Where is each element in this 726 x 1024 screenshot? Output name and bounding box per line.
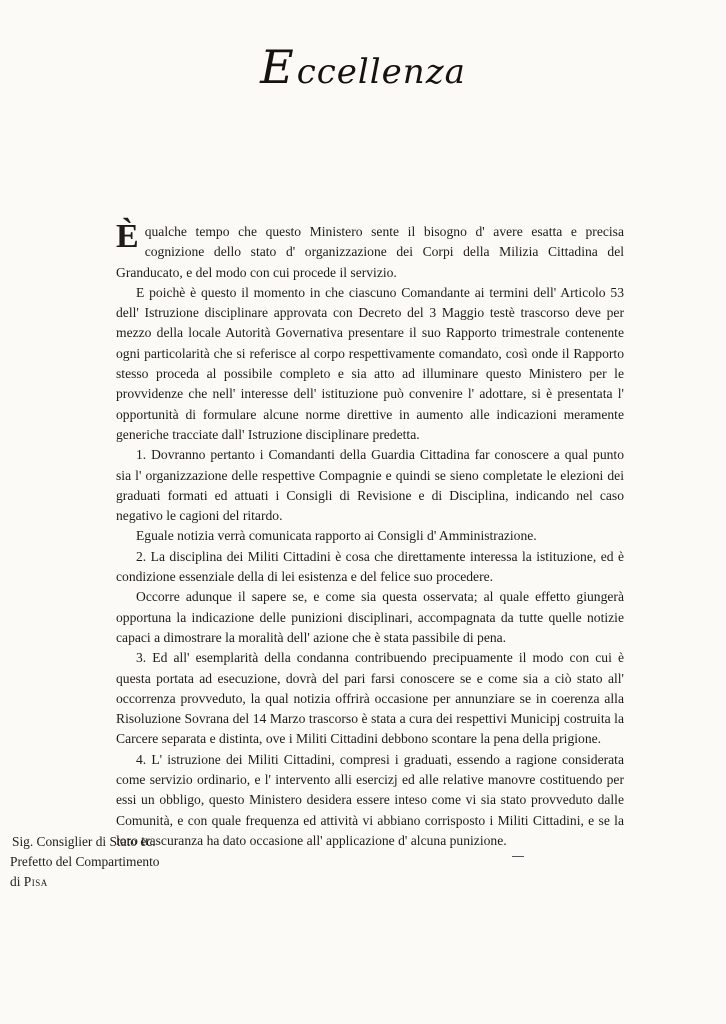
- addressee-place: Pisa: [23, 874, 48, 889]
- salutation-heading: [0, 40, 726, 94]
- paragraph-3: 1. Dovranno pertanto i Comandanti della Guardia Cittadina far conoscere a qual punto sia l' organizzazione delle respettive Compagnie e quindi se sieno completate le elezioni dei graduati formati ed attuati i Consigli di Revisione e di Disciplina, indicando nel caso negativo le cagioni del ritardo.: [116, 447, 624, 524]
- paragraph-6: Occorre adunque il sapere se, e come sia questa osservata; al quale effetto giungerà opportuna la indicazione delle punizioni disciplinari, accompagnata da tutte quelle notizie capaci a dimostrare la moralità dell' azione che è stata passibile di pena.: [116, 589, 624, 645]
- addressee-line-3: [10, 872, 160, 892]
- addressee-line-2: Prefetto del Compartimento: [10, 854, 160, 869]
- addressee-prefix: di: [10, 874, 24, 889]
- paragraph-4: Eguale notizia verrà comunicata rapporto ai Consigli d' Amministrazione.: [136, 528, 537, 544]
- salutation-text: ccellenza: [296, 52, 466, 92]
- separator-dash: [512, 856, 524, 857]
- drop-cap: È: [116, 218, 139, 255]
- letter-body: [116, 218, 624, 851]
- paragraph-7: 3. Ed all' esemplarità della condanna contribuendo precipuamente il modo con cui è questa portata ad esecuzione, dovrà del pari farsi conoscere se e come sia a ciò stato all' occorrenza provveduto, la qual notizia offrirà occasione per annunziare se in coerenza alla Risoluzione Sovrana del 14 Marzo trascorso è stata a cura dei respettivi Municipj costruita la Carcere separata e distinta, ove i Militi Cittadini debbono scontare la pena della prigione.: [116, 650, 624, 747]
- paragraph-2: E poichè è questo il momento in che ciascuno Comandante ai termini dell' Articolo 53 dell' Istruzione disciplinare approvata con Decreto del 3 Maggio testè trascorso deve per mezzo della locale Autorità Governativa presentare il suo Rapporto trimestrale contenente ogni particolarità che si referisce al corpo respettivamente comandato, così onde il Rapporto stesso proceda al possibile completo e sia atto ad illuminare questo Ministero per le provvidenze che nell' interesse dell' istituzione può convenire l' adottare, si è presentata l' opportunità di formulare alcune norme direttive in aumento alle indicazioni meramente generiche tracciate dall' Istruzione disciplinare predetta.: [116, 284, 624, 442]
- addressee-block: [10, 832, 160, 892]
- addressee-line-1: Sig. Consiglier di Stato ec.: [12, 834, 156, 849]
- paragraph-5: 2. La disciplina dei Militi Cittadini è cosa che direttamente interessa la istituzione, ed è condizione essenziale della di lei esistenza e del felice suo procedere.: [116, 548, 624, 585]
- paragraph-8: 4. L' istruzione dei Militi Cittadini, compresi i graduati, essendo a ragione considerata come servizio ordinario, e l' intervento alli esercizj ed alle relative manovre costituendo per essi un obbligo, questo Ministero desidera essere inteso come vi sia stato provveduto dalle Comunità, e con quale frequenza ed attività vi abbiano corrisposto i Militi Cittadini, e se la loro trascuranza ha dato occasione all' applicazione d' alcuna punizione.: [116, 751, 624, 848]
- paragraph-1: [116, 218, 624, 283]
- salutation-initial: E: [260, 40, 295, 94]
- paragraph-1-text: qualche tempo che questo Ministero sente il bisogno d' avere esatta e precisa cognizione dello stato d' organizzazione dei Corpi della Milizia Cittadina del Granducato, e del modo con cui procede il servizio.: [116, 224, 624, 280]
